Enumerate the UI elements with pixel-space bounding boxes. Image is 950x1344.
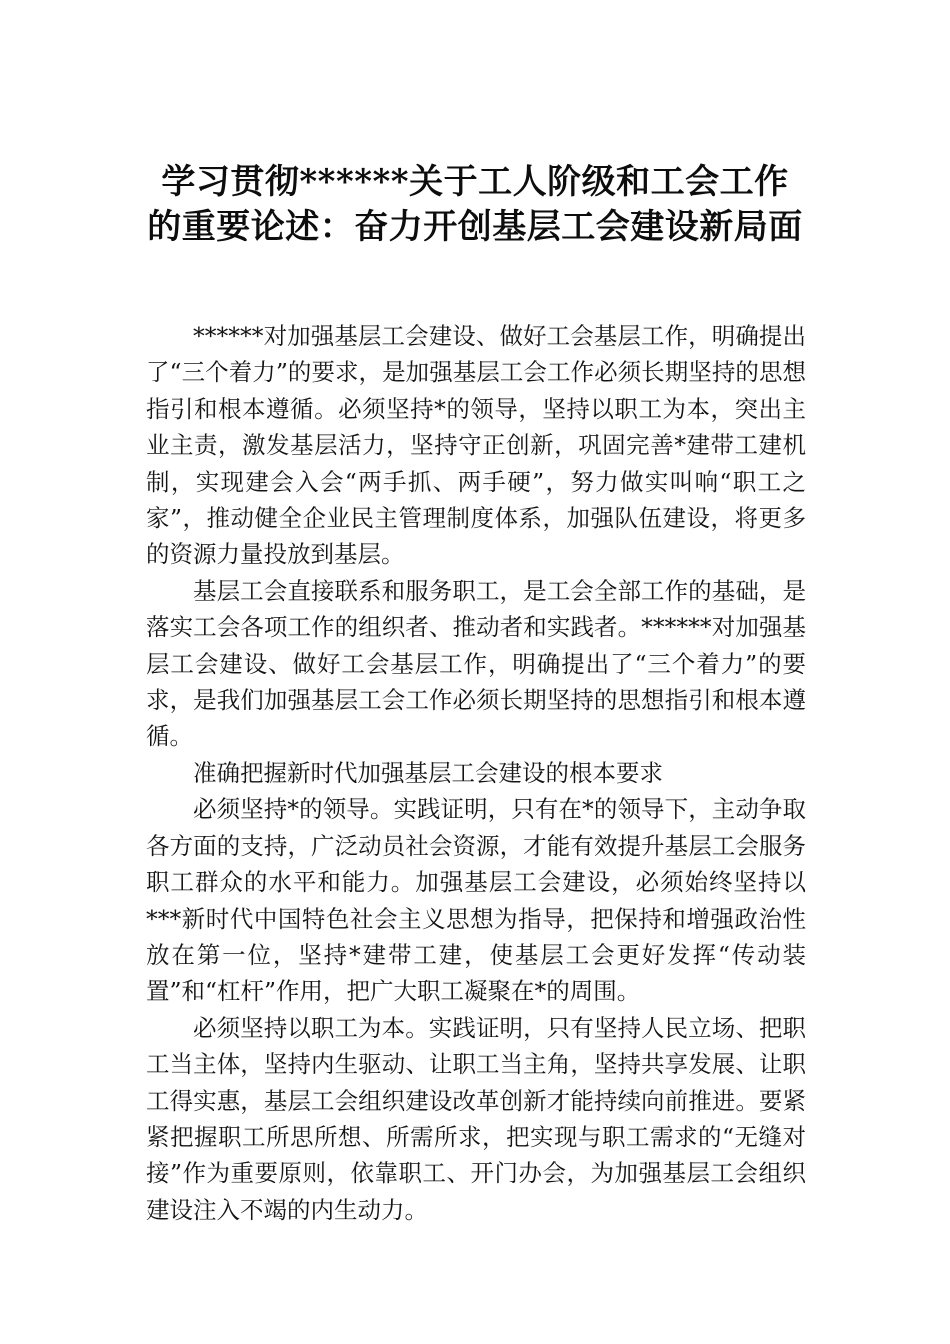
document-title-line-1: 学习贯彻******关于工人阶级和工会工作 (161, 162, 789, 202)
section-heading: 准确把握新时代加强基层工会建设的根本要求 (193, 758, 663, 787)
document-body (146, 318, 806, 1228)
paragraph-3: 必须坚持*的领导。实践证明，只有在*的领导下，主动争取各方面的支持，广泛动员社会资源，才能有效提升基层工会服务职工群众的水平和能力。加强基层工会建设，必须始终坚持以***新时代中国特色社会主义思想为指导，把保持和增强政治性放在第一位，坚持*建带工建，使基层工会更好发挥“传动装置”和“杠杆”作用，把广大职工凝聚在*的周围。 (146, 795, 806, 1006)
paragraph-1: ******对加强基层工会建设、做好工会基层工作，明确提出了“三个着力”的要求，是加强基层工会工作必须长期坚持的思想指引和根本遵循。必须坚持*的领导，坚持以职工为本，突出主业主责，激发基层活力，坚持守正创新，巩固完善*建带工建机制，实现建会入会“两手抓、两手硬”，努力做实叫响“职工之家”，推动健全企业民主管理制度体系，加强队伍建设，将更多的资源力量投放到基层。 (146, 322, 806, 569)
paragraph-2: 基层工会直接联系和服务职工，是工会全部工作的基础，是落实工会各项工作的组织者、推动者和实践者。******对加强基层工会建设、做好工会基层工作，明确提出了“三个着力”的要求，是我们加强基层工会工作必须长期坚持的思想指引和根本遵循。 (146, 576, 806, 751)
document-title-line-2: 的重要论述：奋力开创基层工会建设新局面 (147, 207, 803, 247)
paragraph-4: 必须坚持以职工为本。实践证明，只有坚持人民立场、把职工当主体，坚持内生驱动、让职工当主角，坚持共享发展、让职工得实惠，基层工会组织建设改革创新才能持续向前推进。要紧紧把握职工所思所想、所需所求，把实现与职工需求的“无缝对接”作为重要原则，依靠职工、开门办会，为加强基层工会组织建设注入不竭的内生动力。 (146, 1013, 806, 1224)
